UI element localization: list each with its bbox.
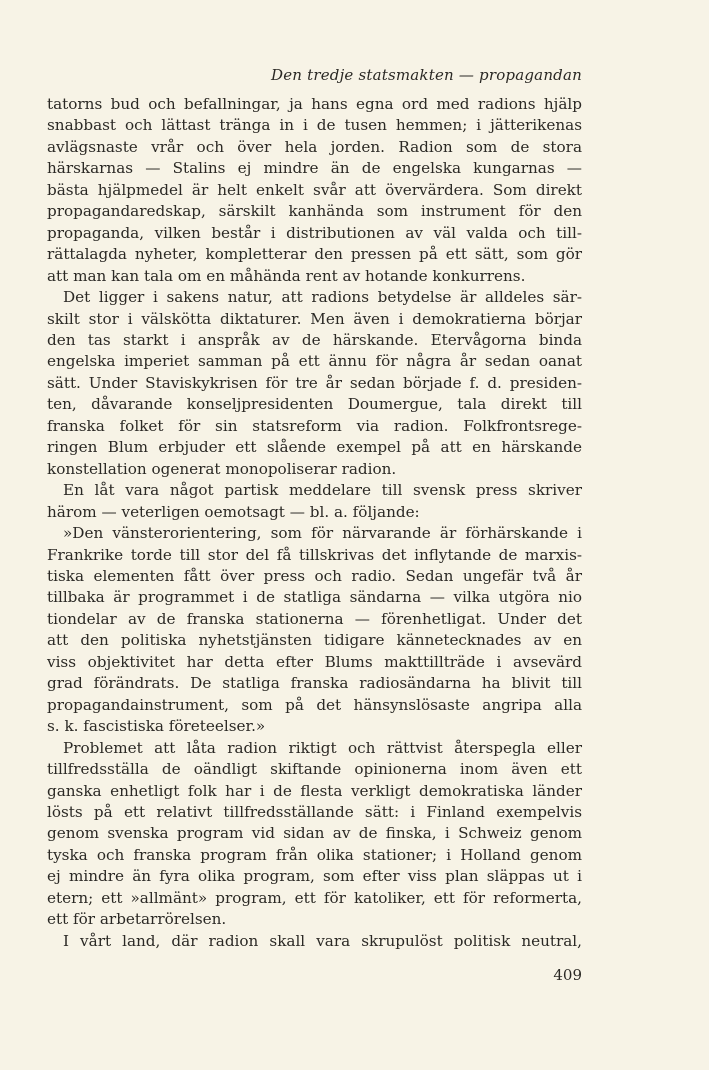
text-line: att den politiska nyhetstjänsten tidigare kännetecknades av en: [47, 631, 582, 650]
text-line: ringen Blum erbjuder ett slående exempel på att en härskande: [47, 438, 582, 457]
page-number: 409: [553, 966, 582, 984]
paragraph: [47, 738, 582, 931]
running-header: Den tredje statsmakten — propagandan: [270, 66, 582, 84]
text-line: propagandainstrument, som på det hänsynslösaste angripa alla: [47, 695, 582, 714]
text-line: propaganda, vilken består i distributionen av väl valda och till-: [47, 223, 582, 242]
text-line: etern; ett »allmänt» program, ett för katoliker, ett för reformerta,: [47, 888, 582, 907]
text-line: den tas starkt i anspråk av de härskande. Etervågorna binda: [47, 330, 582, 349]
text-line: sätt. Under Staviskykrisen för tre år sedan började f. d. presiden-: [47, 373, 582, 392]
paragraph: [47, 931, 582, 952]
text-line: ten, dåvarande konseljpresidenten Doumergue, tala direkt till: [47, 395, 582, 414]
text-line: avlägsnaste vrår och över hela jorden. Radion som de stora: [47, 137, 582, 156]
text-line: ett för arbetarrörelsen.: [47, 910, 227, 929]
text-line: franska folket för sin statsreform via radion. Folkfrontsrege-: [47, 416, 582, 435]
text-line: Frankrike torde till stor del få tillskrivas det inflytande de marxis-: [47, 545, 582, 564]
text-line: lösts på ett relativt tillfredsställande sätt: i Finland exempelvis: [47, 802, 582, 821]
text-line: s. k. fascistiska företeelser.»: [47, 717, 266, 736]
text-line: »Den vänsterorientering, som för närvarande är förhärskande i: [63, 524, 582, 543]
text-line: Det ligger i sakens natur, att radions betydelse är alldeles sär-: [63, 288, 582, 307]
text-line: tillbaka är programmet i de statliga sändarna — vilka utgöra nio: [47, 588, 582, 607]
text-line: tyska och franska program från olika stationer; i Holland genom: [47, 845, 582, 864]
text-line: propagandaredskap, särskilt kanhända som instrument för den: [47, 202, 582, 221]
paragraph: [47, 523, 582, 738]
text-line: härskarnas — Stalins ej mindre än de engelska kungarnas —: [47, 159, 582, 178]
text-line: Problemet att låta radion riktigt och rättvist återspegla eller: [63, 738, 582, 757]
text-line: skilt stor i välskötta diktaturer. Men även i demokratierna börjar: [47, 309, 582, 328]
text-line: ganska enhetligt folk har i de flesta verkligt demokratiska länder: [47, 781, 582, 800]
text-line: snabbast och lättast tränga in i de tusen hemmen; i jätterikenas: [47, 116, 582, 135]
text-line: engelska imperiet samman på ett ännu för några år sedan oanat: [47, 352, 582, 371]
paragraph: [47, 480, 582, 523]
text-line: bästa hjälpmedel är helt enkelt svår att övervärdera. Som direkt: [47, 180, 582, 199]
text-line: tiska elementen fått över press och radio. Sedan ungefär två år: [47, 566, 582, 585]
paragraph: [47, 287, 582, 480]
text-line: konstellation ogenerat monopoliserar radion.: [47, 459, 397, 478]
text-line: tatorns bud och befallningar, ja hans egna ord med radions hjälp: [47, 95, 582, 113]
paragraph: [47, 94, 582, 287]
text-line: viss objektivitet har detta efter Blums makttillträde i avsevärd: [47, 652, 582, 671]
text-line: ej mindre än fyra olika program, som efter viss plan släppas ut i: [47, 867, 582, 886]
text-line: tiondelar av de franska stationerna — förenhetligat. Under det: [47, 609, 582, 628]
text-line: I vårt land, där radion skall vara skrupulöst politisk neutral,: [63, 931, 582, 950]
text-line: härom — veterligen oemotsagt — bl. a. följande:: [47, 502, 420, 521]
text-line: En låt vara något partisk meddelare till svensk press skriver: [63, 481, 582, 500]
text-line: tillfredsställa de oändligt skiftande opinionerna inom även ett: [47, 760, 582, 779]
text-line: rättalagda nyheter, kompletterar den pressen på ett sätt, som gör: [47, 245, 582, 264]
body-text: [47, 94, 582, 952]
text-line: att man kan tala om en måhända rent av hotande konkurrens.: [47, 266, 526, 285]
text-line: genom svenska program vid sidan av de finska, i Schweiz genom: [47, 824, 582, 843]
text-line: grad förändrats. De statliga franska radiosändarna ha blivit till: [47, 674, 582, 693]
